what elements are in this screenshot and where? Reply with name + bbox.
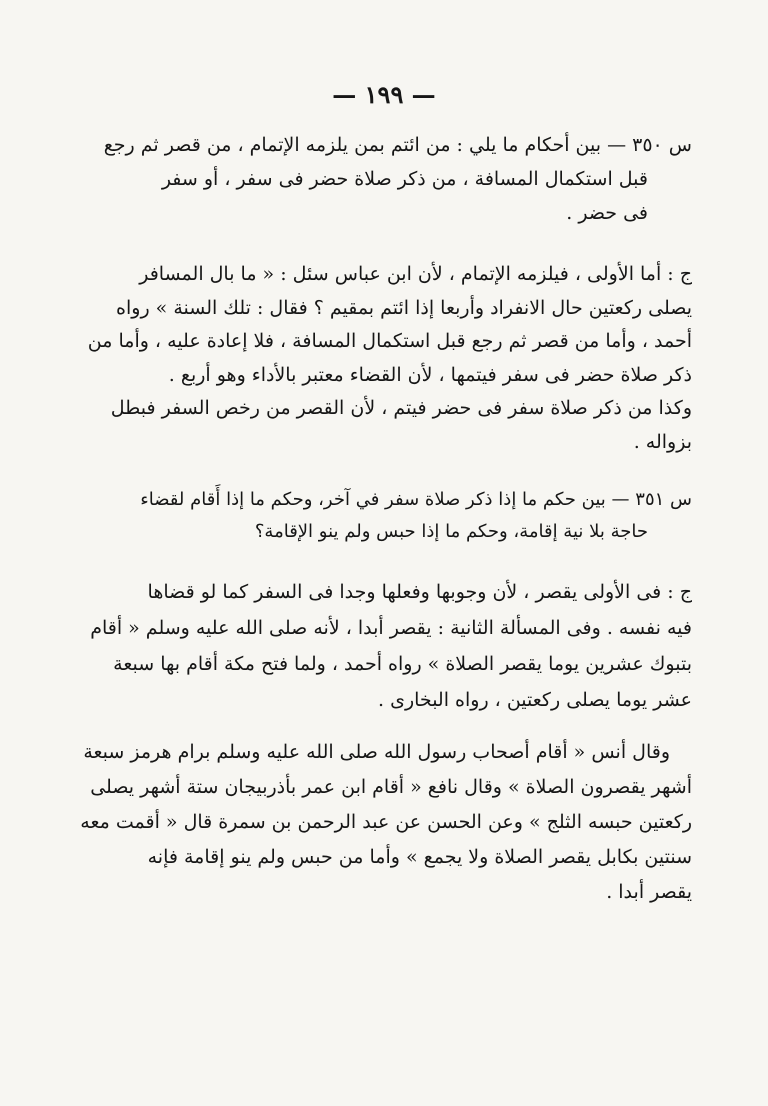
anas-line-2: أشهر يقصرون الصلاة » وقال نافع « أقام ابن عمر بأذربيجان ستة أشهر يصلى: [90, 776, 692, 798]
anas-line-5: يقصر أبدا .: [606, 881, 692, 903]
answer-350-line-5: وكذا من ذكر صلاة سفر فى حضر فيتم ، لأن القصر من رخص السفر فبطل: [110, 397, 692, 419]
question-351-line-1: س ٣٥١ — بين حكم ما إذا ذكر صلاة سفر في آخر، وحكم ما إذا أَقام لقضاء: [140, 489, 692, 510]
anas-line-4: سنتين بكابل يقصر الصلاة ولا يجمع » وأما من حبس ولم ينو إقامة فإنه: [147, 846, 692, 868]
answer-351-line-2: فيه نفسه . وفى المسألة الثانية : يقصر أبدا ، لأنه صلى الله عليه وسلم « أقام: [90, 617, 692, 639]
answer-351: [74, 574, 692, 718]
answer-350-line-6: بزواله .: [633, 430, 692, 453]
answer-351-line-3: بتبوك عشرين يوما يقصر الصلاة » رواه أحمد ، ولما فتح مكة أقام بها سبعة: [113, 653, 692, 675]
answer-351-line-1: ج : فى الأولى يقصر ، لأن وجوبها وفعلها وجدا فى السفر كما لو قضاها: [147, 581, 692, 603]
answer-350-text: [74, 258, 692, 459]
answer-351-line-4: عشر يوما يصلى ركعتين ، رواه البخارى .: [378, 689, 692, 711]
question-351-line-2: حاجة بلا نية إقامة، وحكم ما إذا حبس ولم ينو الإقامة؟: [254, 521, 648, 542]
answer-350-line-2: يصلى ركعتين حال الانفراد وأربعا إذا ائتم بمقيم ؟ فقال : تلك السنة » رواه: [116, 296, 692, 319]
answer-351-text: [74, 574, 692, 718]
question-350-label: س ٣٥٠ —: [607, 134, 692, 156]
question-351-label: س ٣٥١ —: [611, 489, 692, 510]
anas-paragraph-text: [74, 735, 692, 910]
question-351: [74, 484, 692, 548]
answer-350: [74, 258, 692, 459]
question-350: [74, 128, 692, 230]
question-350-line-1: س ٣٥٠ — بين أحكام ما يلي : من ائتم بمن يلزمه الإتمام ، من قصر ثم رجع: [103, 134, 692, 156]
question-350-line-2: قبل استكمال المسافة ، من ذكر صلاة حضر فى سفر ، أو سفر: [161, 168, 648, 190]
answer-350-line-4: ذكر صلاة حضر فى سفر فيتمها ، لأن القضاء معتبر بالأداء وهو أربع .: [168, 363, 692, 386]
answer-350-line-3: أحمد ، وأما من قصر ثم رجع قبل استكمال المسافة ، فلا إعادة عليه ، وأما من: [87, 330, 692, 352]
anas-paragraph: [74, 735, 692, 910]
anas-line-3: ركعتين حبسه الثلج » وعن الحسن عن عبد الرحمن بن سمرة قال « أقمت معه: [80, 811, 692, 833]
question-351-text: [74, 484, 692, 548]
anas-line-1: وقال أنس « أقام أصحاب رسول الله صلى الله عليه وسلم برام هرمز سبعة: [83, 741, 670, 763]
question-350-line-3: فى حضر .: [566, 202, 648, 224]
page-number: — ١٩٩ —: [332, 80, 436, 109]
question-350-text: [74, 128, 692, 230]
answer-350-line-1: ج : أما الأولى ، فيلزمه الإتمام ، لأن ابن عباس سئل : « ما بال المسافر: [139, 263, 692, 285]
